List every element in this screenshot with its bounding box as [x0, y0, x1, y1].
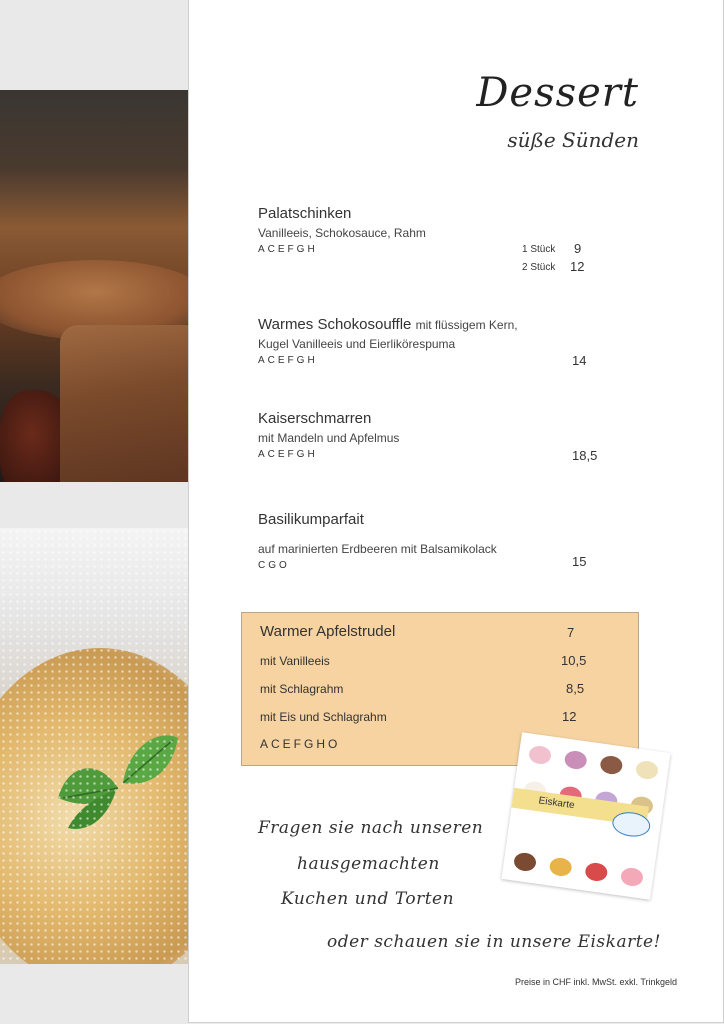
item-description: Kugel Vanilleeis und Eierlikörespuma: [258, 337, 456, 351]
item-description: Vanilleeis, Schokosauce, Rahm: [258, 226, 426, 240]
page-subtitle: süße Sünden: [507, 128, 639, 152]
option-label: mit Eis und Schlagrahm: [260, 710, 387, 724]
option-price: 12: [562, 709, 577, 724]
item-allergens: ACEFGH: [258, 355, 318, 366]
option-label: mit Vanilleeis: [260, 654, 330, 668]
eiskarte-thumbnail: [501, 732, 670, 899]
item-description: auf marinierten Erdbeeren mit Balsamikolack: [258, 542, 497, 556]
eiskarte-label: Eiskarte: [511, 788, 648, 827]
option-price: 8,5: [566, 681, 585, 696]
qty-label: 1 Stück: [522, 244, 556, 255]
item-price: 15: [572, 554, 587, 569]
option-price: 10,5: [561, 653, 587, 668]
item-price: 18,5: [572, 448, 598, 463]
menu-item-basilikumparfait: [258, 511, 658, 571]
item-description: mit Mandeln und Apfelmus: [258, 431, 400, 445]
page-title: Dessert: [476, 70, 639, 116]
item-allergens: ACEFGH: [258, 244, 318, 255]
price-footnote: Preise in CHF inkl. MwSt. exkl. Trinkgeld: [514, 977, 677, 987]
item-price: 12: [570, 259, 585, 274]
item-price: 9: [574, 241, 582, 256]
menu-item-schokosouffle: [258, 316, 658, 366]
item-name: Palatschinken: [258, 205, 352, 222]
item-name: Warmes Schokosouffle: [258, 316, 412, 333]
chocolate-cake-photo: [0, 90, 188, 482]
menu-item-kaiserschmarren: [258, 410, 658, 460]
item-name: Warmer Apfelstrudel: [260, 623, 396, 640]
cta-line-4: oder schauen sie in unsere Eiskarte!: [327, 932, 661, 952]
item-allergens: CGO: [258, 560, 290, 571]
item-allergens: ACEFGHO: [260, 737, 341, 751]
cta-line-3: Kuchen und Torten: [281, 889, 455, 909]
kaiserschmarren-photo: [0, 528, 188, 964]
menu-item-palatschinken: [258, 205, 658, 255]
option-label: mit Schlagrahm: [260, 682, 344, 696]
item-allergens: ACEFGH: [258, 449, 318, 460]
item-name: Basilikumparfait: [258, 511, 364, 528]
cta-line-2: hausgemachten: [297, 854, 440, 874]
item-name-extra: mit flüssigem Kern,: [415, 318, 518, 332]
menu-page: [188, 0, 724, 1023]
item-price: 14: [572, 353, 587, 368]
cta-line-1: Fragen sie nach unseren: [258, 818, 484, 838]
qty-label: 2 Stück: [522, 262, 556, 273]
item-price: 7: [567, 625, 575, 640]
item-name: Kaiserschmarren: [258, 410, 372, 427]
